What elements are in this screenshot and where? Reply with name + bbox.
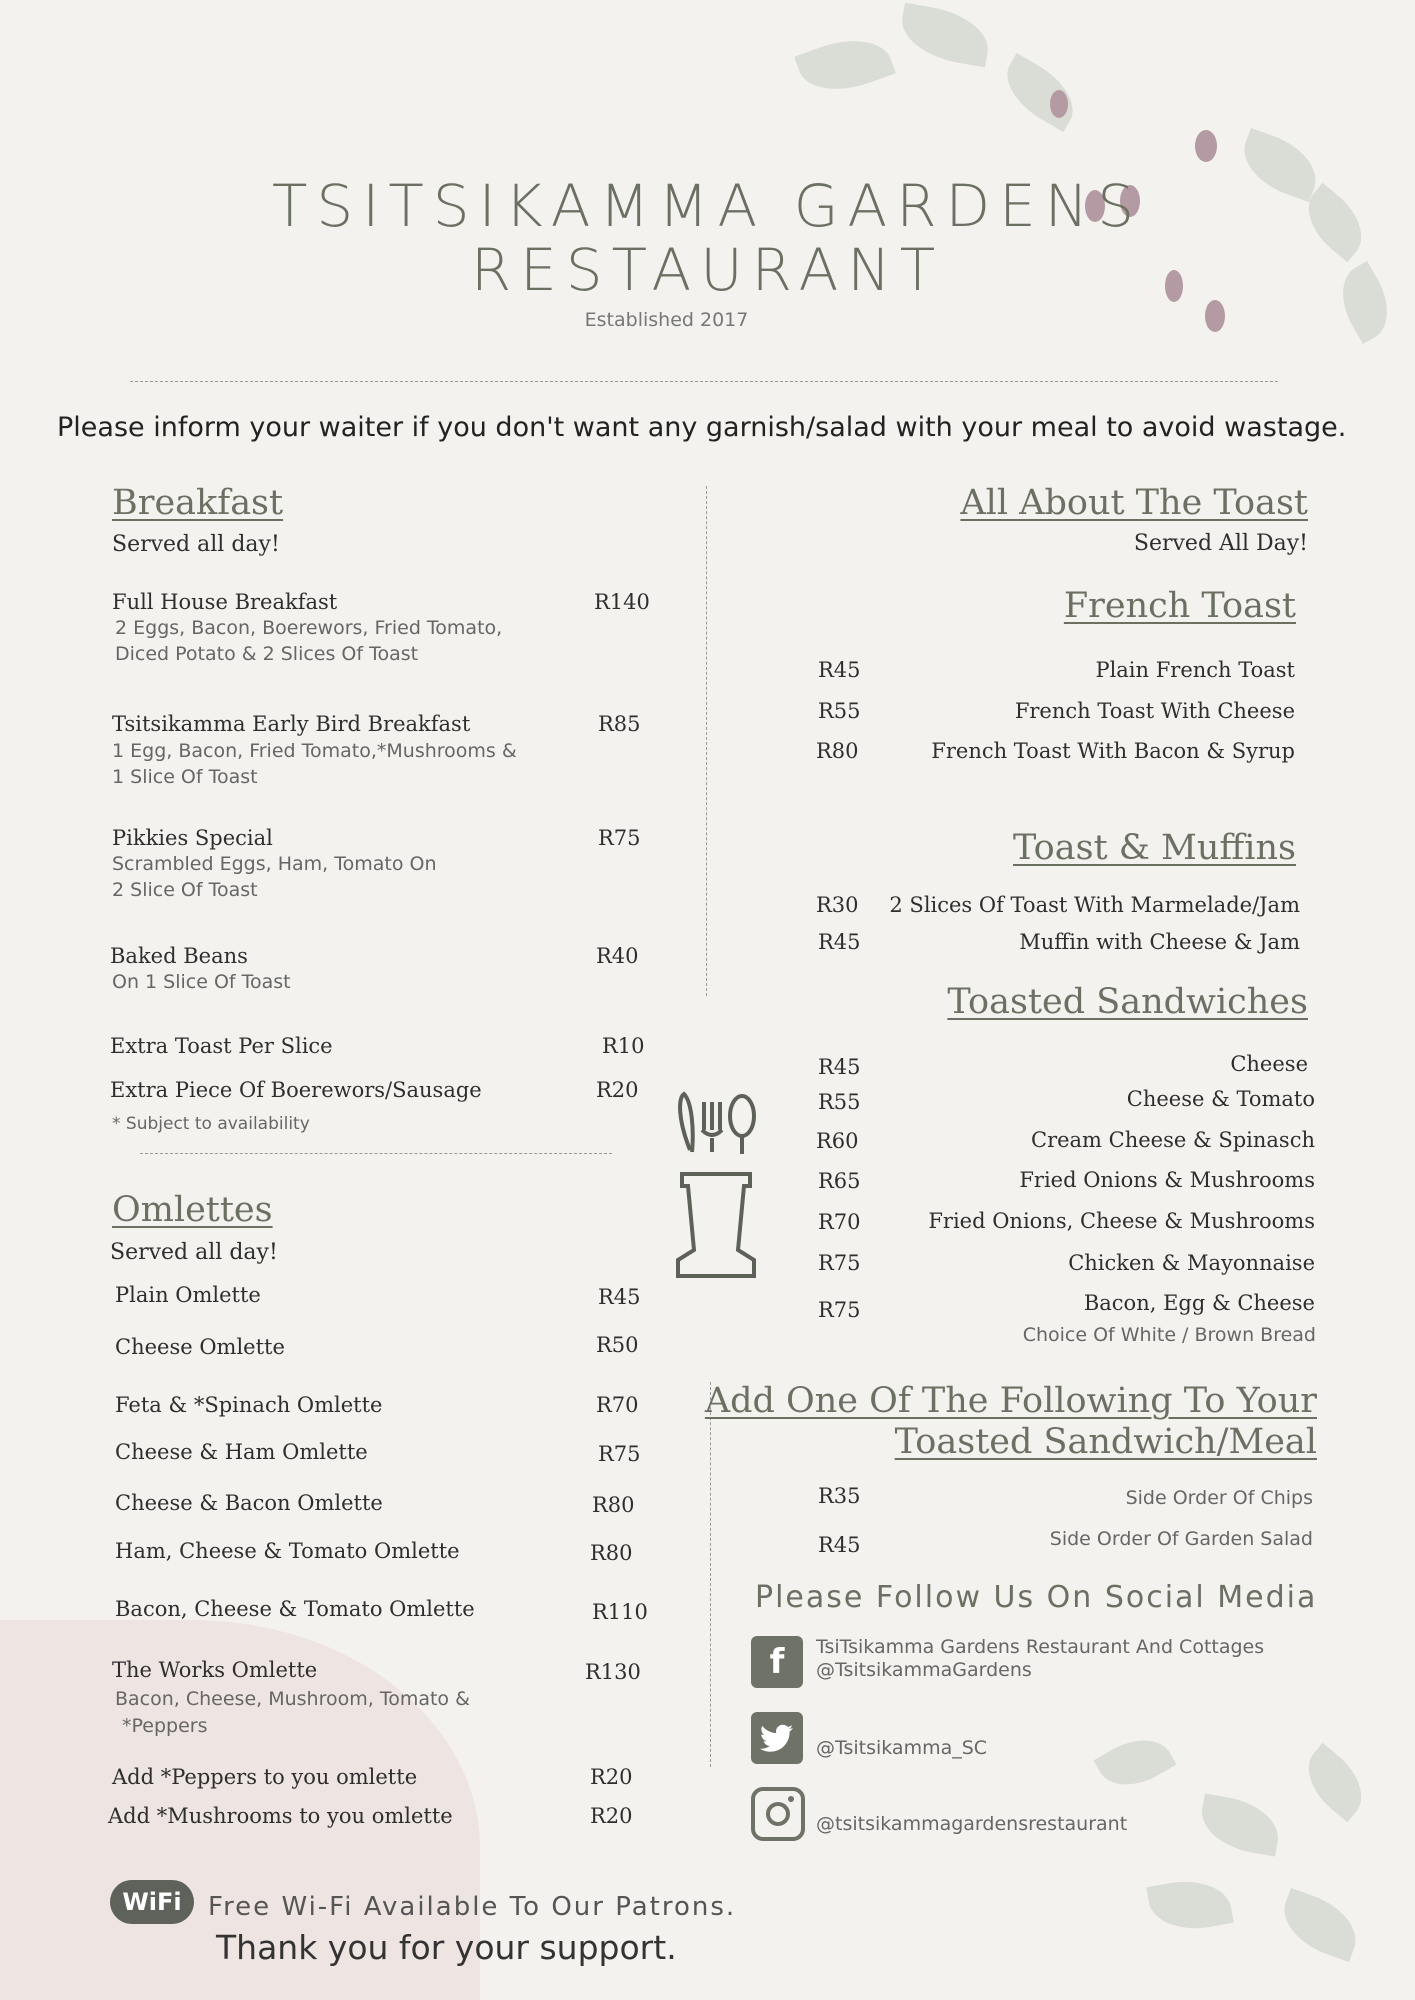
menu-item-price: R75 [818,1298,861,1322]
restaurant-title-line2: RESTAURANT [470,236,945,304]
toast-heading: All About The Toast [960,483,1308,523]
menu-item-price: R55 [818,699,861,723]
established-label: Established 2017 [584,309,749,331]
menu-item-name: Bacon, Cheese & Tomato Omlette [115,1597,475,1621]
menu-item-desc: Bacon, Cheese, Mushroom, Tomato & [115,1688,470,1710]
menu-item-name: French Toast With Cheese [1014,699,1295,723]
breakfast-heading: Breakfast [112,483,284,523]
menu-item-name: Side Order Of Chips [1125,1487,1313,1509]
menu-item-price: R80 [592,1493,635,1517]
menu-item-name: Chicken & Mayonnaise [1068,1251,1315,1275]
menu-item-price: R10 [602,1034,645,1058]
menu-item-desc: Diced Potato & 2 Slices Of Toast [115,643,419,665]
menu-item-name: Ham, Cheese & Tomato Omlette [115,1539,460,1563]
menu-item-name: Cheese & Ham Omlette [115,1440,368,1464]
header-divider [130,381,1278,382]
menu-item-price: R70 [818,1210,861,1234]
column-divider-top [706,486,707,996]
menu-item-price: R70 [596,1393,639,1417]
french-toast-heading: French Toast [1063,586,1296,626]
menu-item-desc: *Peppers [122,1715,208,1737]
menu-item-name: Fried Onions, Cheese & Mushrooms [928,1209,1315,1233]
breakfast-divider [140,1153,612,1154]
menu-item-price: R140 [594,590,650,614]
menu-item-name: Muffin with Cheese & Jam [1019,930,1300,954]
menu-item-name: Cheese Omlette [115,1335,285,1359]
toast-subtitle: Served All Day! [1133,531,1308,556]
menu-item-name: Bacon, Egg & Cheese [1083,1291,1315,1315]
menu-item-price: R50 [596,1333,639,1357]
omlettes-subtitle: Served all day! [110,1240,278,1265]
restaurant-title-line1: TSITSIKAMMA GARDENS [271,172,1144,240]
wifi-text: Free Wi-Fi Available To Our Patrons. [208,1892,737,1922]
menu-item-price: R80 [816,739,859,763]
omlettes-heading: Omlettes [112,1190,273,1230]
menu-item-name: Plain French Toast [1095,658,1295,682]
toast-muffins-heading: Toast & Muffins [1013,828,1296,868]
menu-item-price: R85 [598,712,641,736]
menu-item-name: Tsitsikamma Early Bird Breakfast [112,712,471,736]
menu-item-name: Cream Cheese & Spinasch [1031,1128,1315,1152]
toasted-sandwiches-heading: Toasted Sandwiches [947,982,1308,1022]
menu-item-price: R30 [816,893,859,917]
menu-item-price: R110 [592,1600,648,1624]
bread-choice-note: Choice Of White / Brown Bread [1022,1324,1316,1346]
menu-item-name: Extra Piece Of Boerewors/Sausage [110,1078,482,1102]
thank-you-text: Thank you for your support. [216,1928,677,1967]
social-heading: Please Follow Us On Social Media [755,1580,1318,1615]
menu-item-name: Extra Toast Per Slice [110,1034,333,1058]
cutlery-holder-icon [668,1090,764,1288]
availability-note: * Subject to availability [112,1114,310,1134]
menu-item-desc: Scrambled Eggs, Ham, Tomato On [112,853,437,875]
facebook-name[interactable]: TsiTsikamma Gardens Restaurant And Cottages [816,1636,1265,1658]
menu-item-name: Add *Peppers to you omlette [112,1765,418,1789]
menu-item-price: R65 [818,1169,861,1193]
menu-item-price: R45 [818,930,861,954]
facebook-handle[interactable]: @TsitsikammaGardens [816,1659,1032,1681]
menu-item-name: 2 Slices Of Toast With Marmelade/Jam [889,893,1300,917]
menu-item-desc: 1 Egg, Bacon, Fried Tomato,*Mushrooms & [112,740,517,762]
menu-item-name: Full House Breakfast [112,590,338,614]
menu-item-name: The Works Omlette [112,1658,318,1682]
twitter-icon[interactable] [751,1712,803,1764]
menu-item-name: Side Order Of Garden Salad [1049,1528,1313,1550]
garnish-notice: Please inform your waiter if you don't want any garnish/salad with your meal to avoid wastage. [57,412,1347,443]
menu-item-price: R80 [590,1541,633,1565]
menu-item-desc: 1 Slice Of Toast [112,766,258,788]
menu-item-name: Cheese & Tomato [1126,1087,1315,1111]
menu-item-price: R40 [596,944,639,968]
instagram-icon[interactable] [751,1787,805,1841]
menu-item-price: R20 [590,1804,633,1828]
menu-item-price: R130 [585,1660,641,1684]
menu-item-name: Cheese & Bacon Omlette [115,1491,383,1515]
menu-item-price: R20 [596,1078,639,1102]
menu-item-name: Pikkies Special [112,826,273,850]
menu-item-desc: 2 Slice Of Toast [112,879,258,901]
menu-item-price: R45 [818,1533,861,1557]
twitter-handle[interactable]: @Tsitsikamma_SC [816,1737,988,1759]
breakfast-subtitle: Served all day! [112,532,280,557]
menu-item-name: Fried Onions & Mushrooms [1019,1168,1315,1192]
menu-item-price: R75 [598,1442,641,1466]
menu-item-name: Cheese [1230,1052,1308,1076]
addons-heading-line1: Add One Of The Following To Your [704,1381,1317,1421]
menu-item-price: R60 [816,1129,859,1153]
menu-item-price: R75 [598,826,641,850]
menu-item-desc: On 1 Slice Of Toast [112,971,291,993]
menu-item-name: French Toast With Bacon & Syrup [931,739,1295,763]
menu-item-price: R55 [818,1090,861,1114]
wifi-icon: WiFi [110,1880,194,1924]
instagram-handle[interactable]: @tsitsikammagardensrestaurant [816,1813,1128,1835]
menu-item-price: R45 [598,1285,641,1309]
facebook-icon[interactable]: f [751,1636,803,1688]
menu-item-price: R75 [818,1251,861,1275]
menu-item-price: R45 [818,1055,861,1079]
menu-item-desc: 2 Eggs, Bacon, Boerewors, Fried Tomato, [115,617,503,639]
menu-item-name: Plain Omlette [115,1283,261,1307]
addons-heading-line2: Toasted Sandwich/Meal [894,1422,1317,1462]
menu-item-price: R35 [818,1484,861,1508]
menu-item-name: Feta & *Spinach Omlette [115,1393,383,1417]
menu-item-price: R20 [590,1765,633,1789]
menu-item-name: Add *Mushrooms to you omlette [108,1804,453,1828]
menu-item-price: R45 [818,658,861,682]
menu-item-name: Baked Beans [110,944,248,968]
